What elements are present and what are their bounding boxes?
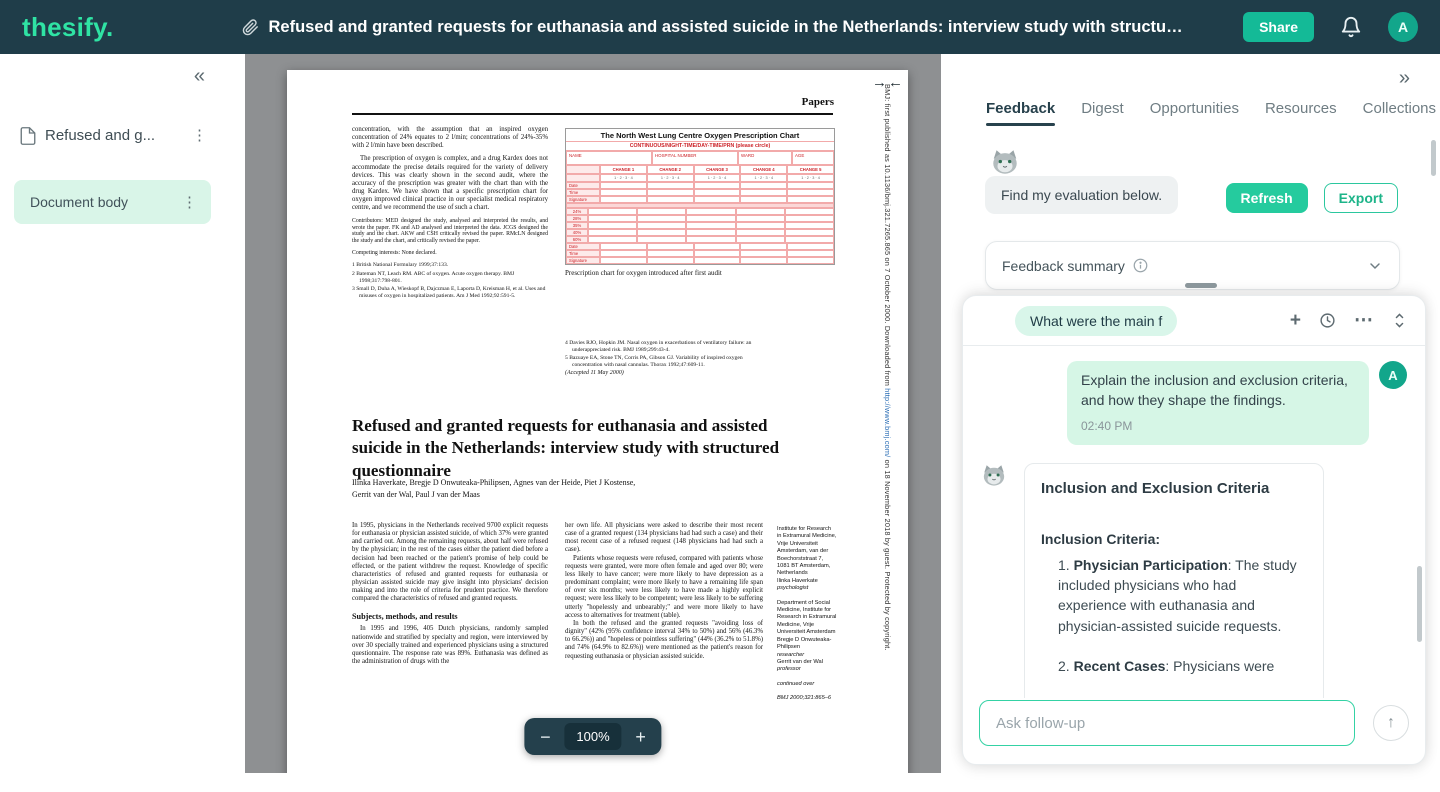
chart-change-col: CHANGE 1: [600, 165, 647, 174]
sidebar-document-item[interactable]: [20, 126, 211, 145]
expand-panel-icon[interactable]: »: [1398, 67, 1410, 89]
chart-field: HOSPITAL NUMBER: [652, 151, 738, 165]
reference: 1 British National Formulary 1999;37:133.: [352, 262, 449, 269]
accepted-note: (Accepted 11 May 2000): [565, 370, 624, 376]
chart-title: The North West Lung Centre Oxygen Prescription Chart: [600, 131, 800, 140]
export-button[interactable]: Export: [1324, 183, 1398, 213]
paper-left-column-top: [352, 126, 548, 302]
refresh-button[interactable]: Refresh: [1226, 183, 1308, 213]
reference: 3 Small D, Duha A, Wieskopf B, Dajczman E, Laporta D, Kreisman H, et al. Uses and misuses of oxygen in hospitalized patients. Am J Med 1992;92:591-5.: [352, 286, 546, 300]
resize-handle[interactable]: [1185, 283, 1217, 288]
paper-references-left: [352, 262, 548, 300]
tab-feedback[interactable]: Feedback: [986, 100, 1055, 126]
chat-card: [962, 295, 1426, 765]
mascot-cat-icon: [981, 463, 1011, 490]
copyright-text: BMJ: first published as 10.1136/bmj.321.7265.865 on 7 October 2000. Downloaded from: [883, 84, 892, 389]
mascot-cat-icon: [990, 148, 1020, 175]
assistant-message-row: [981, 463, 1407, 698]
info-icon[interactable]: [1133, 258, 1148, 273]
document-title-wrap: [242, 18, 1224, 37]
continued-note: continued over: [777, 680, 815, 687]
chat-input-row: [979, 700, 1409, 746]
paper-paragraph: her own life. All physicians were asked to describe their most recent case of a granted request (134 physicians had had such a case) and their most recent case of a refused request (148 physicians had had such a case).: [565, 522, 763, 554]
user-message-bubble: [1067, 361, 1369, 445]
chart-signature-row: Signature: [566, 257, 834, 264]
zoom-in-button[interactable]: +: [630, 728, 652, 746]
user-message-row: [981, 361, 1407, 445]
reference: 4 Davies RJO, Hopkin JM. Nasal oxygen in exacerbations of ventilatory failure: an underappreciated risk. BMJ 1989;299:43-4.: [565, 340, 752, 353]
figure-oxygen-chart: [565, 128, 835, 277]
document-body-kebab-icon[interactable]: ⋮: [182, 193, 197, 211]
share-button[interactable]: Share: [1243, 12, 1314, 42]
chevron-down-icon[interactable]: [1367, 258, 1383, 274]
document-body-label: Document body: [30, 194, 129, 210]
left-sidebar: [0, 54, 245, 792]
reference: 2 Bateman NT, Leach RM. ABC of oxygen. Acute oxygen therapy. BMJ 1998;317:798-801.: [352, 270, 515, 284]
zoom-level: 100%: [564, 723, 621, 750]
bell-icon[interactable]: [1340, 16, 1362, 38]
chat-messages[interactable]: [963, 347, 1425, 698]
viewer-collapse-arrows[interactable]: [872, 74, 903, 91]
paperclip-icon: [242, 19, 259, 36]
expand-chat-icon[interactable]: [1392, 312, 1407, 329]
arrow-right-icon[interactable]: →: [872, 74, 887, 91]
collapse-sidebar-icon[interactable]: «: [193, 65, 205, 87]
copyright-text: on 18 November 2018 by guest. Protected by copyright.: [883, 457, 892, 651]
chart-field: WARD: [738, 151, 792, 165]
bmj-copyright-strip: [883, 84, 892, 773]
chart-signature-row: Signature: [566, 196, 834, 203]
feedback-summary-label: Feedback summary: [1002, 257, 1125, 274]
ask-followup-input[interactable]: [979, 700, 1355, 746]
oxygen-prescription-chart: [565, 128, 835, 265]
top-header: [0, 0, 1440, 54]
right-panel: [962, 54, 1440, 792]
inclusion-criteria-heading: Inclusion Criteria:: [1041, 530, 1161, 547]
send-button[interactable]: ↑: [1373, 705, 1409, 741]
zoom-out-button[interactable]: −: [534, 728, 556, 746]
chart-percent-row: 35%: [566, 222, 834, 229]
thesify-logo[interactable]: thesify.: [22, 11, 114, 42]
tab-collections[interactable]: Collections: [1362, 100, 1437, 117]
chart-date-row: Date: [566, 182, 834, 189]
panel-tabs: [986, 100, 1436, 126]
pdf-page: [287, 70, 908, 773]
paper-references-right: [565, 340, 765, 371]
chat-header: [963, 296, 1425, 346]
criteria-item: 2. Recent Cases: Physicians were: [1058, 657, 1275, 674]
paper-paragraph: Patients whose requests were refused, compared with patients whose requests were granted, were more often female and aged over 80; were less likely to have cancer; were more likely to have depression as a predominant complaint; were more likely to have a remaining life span of over six months; were less likely to have made a highly explicit request; were less likely to be competent; were less likely to be suffering utterly "hopelessly and unbearably;" and were more likely to have access to alternatives for treatment (table).: [565, 554, 763, 619]
chart-percent-row: 24%: [566, 208, 834, 215]
paper-paragraph: In 1995, physicians in the Netherlands received 9700 explicit requests for euthanasia or physician assisted suicide, of which 37% were granted and carried out. Among the remaining requests, about half were refused by the physician; in the rest of the cases either the patient died before a decision had been reached or the patient's promise of help could be effected, or the patient withdrew the request. Knowledge of specific characteristics of refused and granted requests for euthanasia or physician assisted suicide may give insight into physicians' decision making and into the role of criteria for prudent practice. We therefore compared the characteristics of refused and granted requests.: [352, 522, 548, 603]
page-section-label: Papers: [801, 96, 834, 108]
sidebar-item-document-body[interactable]: [14, 180, 211, 224]
tab-resources[interactable]: Resources: [1264, 100, 1337, 117]
citation-note: BMJ 2000;321:865–6: [777, 695, 832, 702]
bmj-url-link[interactable]: http://www.bmj.com/: [883, 388, 892, 458]
chart-change-header-row: [566, 165, 834, 174]
chart-percent-row: 28%: [566, 215, 834, 222]
assistant-response-card: [1024, 463, 1324, 698]
chart-change-col: CHANGE 4: [740, 165, 787, 174]
header-actions: [1243, 12, 1418, 42]
article-middle-column: [565, 522, 763, 661]
arrow-left-icon[interactable]: ←: [888, 74, 903, 91]
page-rule: [352, 113, 833, 115]
affiliation-block: Institute for Research in Extramural Medicine, Vrije Universiteit Amsterdam, van der Boechorststraat 7, 1081 BT Amsterdam, Netherlands Ilinka Haverkate psychologist: [777, 526, 837, 592]
paper-competing-interests: Competing interests: None declared.: [352, 250, 437, 257]
user-avatar-small: A: [1379, 361, 1407, 389]
user-message-text: Explain the inclusion and exclusion criteria, and how they shape the findings.: [1081, 372, 1348, 408]
section-heading: Subjects, methods, and results: [352, 611, 458, 621]
criteria-item: 1. Physician Participation: The study included physicians who had experience with euthanasia and physician-assisted suicide requests.: [1058, 556, 1297, 634]
panel-scrollbar[interactable]: [1431, 140, 1436, 176]
chart-field: NAME: [566, 151, 652, 165]
message-timestamp: 02:40 PM: [1081, 418, 1133, 433]
reference: 5 Bazuaye EA, Stone TN, Corris PA, Gibson GJ. Variability of inspired oxygen concentration with nasal cannulas. Thorax 1992;47:609-11.: [565, 355, 743, 369]
document-icon: [20, 127, 36, 145]
chart-change-col: CHANGE 2: [647, 165, 694, 174]
chart-date-row: Date: [566, 243, 834, 250]
chart-percent-row: 60%: [566, 236, 834, 243]
history-icon[interactable]: [1319, 312, 1336, 329]
user-avatar[interactable]: A: [1388, 12, 1418, 42]
chart-field: AGE: [792, 151, 834, 165]
chart-patient-fields-row: [566, 151, 834, 165]
chart-change-col: CHANGE 5: [787, 165, 834, 174]
article-left-column: [352, 522, 548, 666]
chart-change-col: CHANGE 3: [694, 165, 741, 174]
paper-contributors: Contributors: MED designed the study, analysed and interpreted the results, and wrote the paper. FK and AD analysed and interpreted the data. JCGS designed the study and the chart. AKW and CSH critically revised the paper. RMcLN designed the study and the chart, and critically revised the paper.: [352, 217, 548, 245]
paper-paragraph: In both the refused and the granted requests "avoiding loss of dignity" (42% (95% confidence interval 34% to 50%) and 56% (46.3% to 66.2%)) and "hopeless or pointless suffering" (44% (36.2% to 51.8%) and 74% (64.9% to 82.6%)) were mentioned as the patient's reason for requesting euthanasia or physician assisted suicide.: [565, 619, 763, 660]
authors-line: Ilinka Haverkate, Bregje D Onwuteaka-Philipsen, Agnes van der Heide, Piet J Kostense,: [352, 478, 636, 487]
paper-paragraph: The prescription of oxygen is complex, and a drug Kardex does not accommodate the precise details required for the variety of delivery devices. This was clearly shown in the second audit, where the accuracy of the prescription was greater with the chart than with the drug Kardex. We have shown that a specific prescription chart for oxygen improved clinical practice in our specialist medical respiratory centre, and we recommend the use of such a chart.: [352, 155, 548, 212]
new-chat-icon[interactable]: +: [1289, 309, 1301, 331]
article-authors: [352, 477, 635, 502]
more-options-icon[interactable]: ⋯: [1354, 310, 1374, 331]
article-margin-column: [777, 526, 837, 703]
document-title: Refused and granted requests for euthanasia and assisted suicide in the Netherlands: interview study with structu…: [268, 17, 1183, 36]
chart-time-row: Time: [566, 189, 834, 196]
chat-scrollbar[interactable]: [1417, 566, 1422, 642]
assistant-greeting-bubble: Find my evaluation below.: [985, 176, 1178, 214]
affiliation-block: Department of Social Medicine, Institute for Research in Extramural Medicine, Vrije Universiteit Amsterdam Bregje D Onwuteaka-Philipsen researcher Gerrit van der Wal professor: [777, 599, 837, 673]
tab-opportunities[interactable]: Opportunities: [1149, 100, 1239, 117]
document-kebab-icon[interactable]: ⋮: [192, 127, 207, 144]
paper-paragraph: In 1995 and 1996, 405 Dutch physicians, randomly sampled nationwide and stratified by specialty and region, were interviewed by over 30 specially trained and experienced physicians using a structured questionnaire. The response rate was 89%. Euthanasia was defined as the administration of drugs with the: [352, 625, 548, 666]
tab-digest[interactable]: Digest: [1081, 100, 1124, 117]
article-title: Refused and granted requests for euthanasia and assisted suicide in the Netherlands: interview study with structured questionnaire: [352, 416, 780, 480]
pdf-viewer[interactable]: [245, 54, 941, 773]
chart-subtitle: CONTINUOUS/NIGHT-TIME/DAY-TIME/PRN (please circle): [566, 141, 834, 151]
authors-line: Gerrit van der Wal, Paul J van der Maas: [352, 490, 480, 500]
chart-percent-row: 40%: [566, 229, 834, 236]
figure-caption: Prescription chart for oxygen introduced after first audit: [565, 269, 722, 277]
panel-buttons: [1226, 183, 1398, 213]
sidebar-document-label: Refused and g...: [45, 127, 156, 144]
chart-tick-row: 1 · 2 · 3 · 4 1 · 2 · 3 · 4 1 · 2 · 3 · 4 1 · 2 · 3 · 4 1 · 2 · 3 · 4: [566, 174, 834, 182]
chart-time-row: Time: [566, 250, 834, 257]
zoom-controls: [524, 718, 661, 755]
paper-paragraph: concentration, with the assumption that an inspired oxygen concentration of 24% equates to 2 l/min; concentrations of 24%-35% with 2 l/min have been described.: [352, 126, 548, 150]
response-title: Inclusion and Exclusion Criteria: [1041, 479, 1270, 497]
question-chip[interactable]: What were the main f: [1015, 306, 1177, 336]
